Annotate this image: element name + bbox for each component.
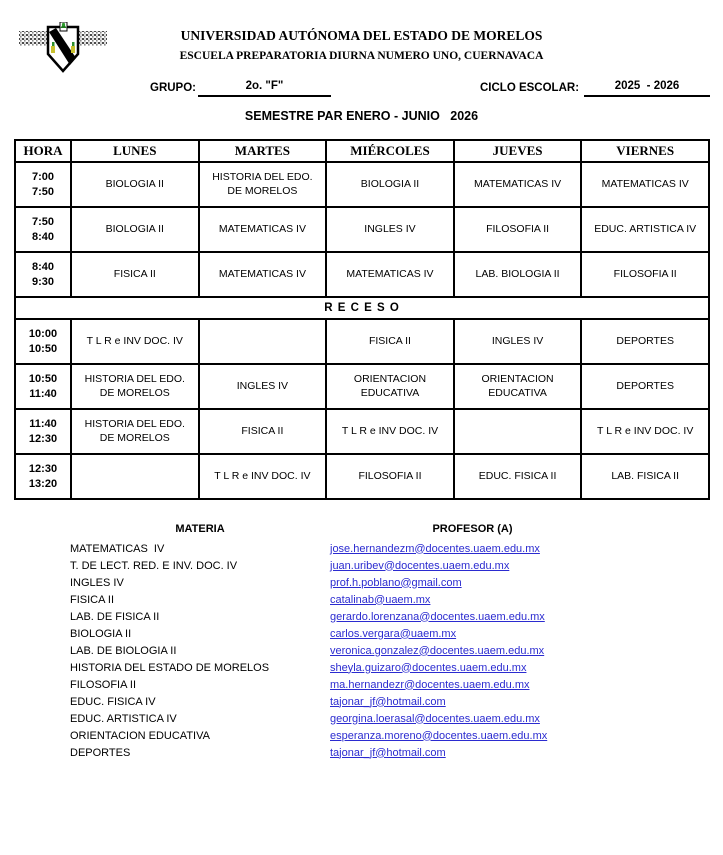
time-value: 12:30 (28, 462, 58, 475)
time-value: 7:50 (31, 215, 55, 228)
grupo-label: GRUPO: (150, 82, 196, 94)
class-cell: INGLES IV (199, 364, 327, 409)
directory-row (70, 727, 650, 744)
class-cell: FILOSOFIA II (326, 454, 454, 499)
directory-row (70, 693, 650, 710)
day-column-header: JUEVES (454, 140, 582, 162)
professor-email-link[interactable]: catalinab@uaem.mx (330, 593, 431, 606)
hora-column-header: HORA (15, 140, 71, 162)
professor-email-cell (330, 713, 650, 725)
ciclo-escolar-value: 2025 - 2026 (584, 80, 710, 97)
class-cell: T L R e INV DOC. IV (326, 409, 454, 454)
directory-row (70, 710, 650, 727)
time-value: 10:50 (28, 342, 58, 355)
class-cell: ORIENTACION EDUCATIVA (326, 364, 454, 409)
professor-email-cell (330, 611, 650, 623)
professor-email-cell (330, 679, 650, 691)
class-cell: MATEMATICAS IV (581, 162, 709, 207)
class-cell: MATEMATICAS IV (199, 252, 327, 297)
class-cell: BIOLOGIA II (71, 162, 199, 207)
professor-email-cell (330, 628, 650, 640)
class-cell: DEPORTES (581, 319, 709, 364)
professor-email-cell (330, 645, 650, 657)
materia-name: LAB. DE BIOLOGIA II (70, 644, 177, 657)
schedule-row (15, 409, 709, 454)
materia-name: MATEMATICAS IV (70, 542, 165, 555)
day-column-header: MIÉRCOLES (326, 140, 454, 162)
class-cell: DEPORTES (581, 364, 709, 409)
professor-email-link[interactable]: juan.uribev@docentes.uaem.edu.mx (330, 559, 510, 572)
class-cell: T L R e INV DOC. IV (581, 409, 709, 454)
time-value: 7:50 (31, 185, 55, 198)
materia-name: HISTORIA DEL ESTADO DE MORELOS (70, 661, 270, 674)
directory-row (70, 744, 650, 761)
materia-name: FILOSOFIA II (70, 678, 137, 691)
grupo-value: 2o. "F" (198, 80, 331, 97)
class-cell: LAB. BIOLOGIA II (454, 252, 582, 297)
time-value: 11:40 (29, 387, 57, 400)
class-cell: EDUC. FISICA II (454, 454, 582, 499)
materia-name: FISICA II (70, 593, 115, 606)
professor-email-cell (330, 696, 650, 708)
time-value: 9:30 (31, 275, 55, 288)
class-cell: MATEMATICAS IV (454, 162, 582, 207)
schedule-table (14, 139, 710, 500)
directory-row (70, 540, 650, 557)
time-cell (15, 364, 71, 409)
time-value: 10:00 (28, 327, 58, 340)
professor-email-link[interactable]: sheyla.guizaro@docentes.uaem.edu.mx (330, 661, 527, 674)
directory-headers (70, 523, 650, 535)
day-column-header: VIERNES (581, 140, 709, 162)
professor-email-link[interactable]: carlos.vergara@uaem.mx (330, 627, 457, 640)
schedule-row (15, 252, 709, 297)
school-title: ESCUELA PREPARATORIA DIURNA NUMERO UNO, CUERNAVACA (179, 50, 544, 62)
professor-email-link[interactable]: prof.h.poblano@gmail.com (330, 576, 462, 589)
class-cell: T L R e INV DOC. IV (71, 319, 199, 364)
class-cell: EDUC. ARTISTICA IV (581, 207, 709, 252)
professor-email-cell (330, 747, 650, 759)
professor-email-link[interactable]: jose.hernandezm@docentes.uaem.edu.mx (330, 542, 540, 555)
professor-email-link[interactable]: tajonar_jf@hotmail.com (330, 746, 446, 759)
directory-row (70, 608, 650, 625)
time-value: 7:00 (31, 170, 55, 183)
directory-row (70, 625, 650, 642)
professor-email-link[interactable]: tajonar_jf@hotmail.com (330, 695, 446, 708)
professor-email-link[interactable]: esperanza.moreno@docentes.uaem.edu.mx (330, 729, 548, 742)
time-value: 8:40 (31, 230, 55, 243)
materia-name: LAB. DE FISICA II (70, 610, 160, 623)
time-cell (15, 409, 71, 454)
professor-email-link[interactable]: gerardo.lorenzana@docentes.uaem.edu.mx (330, 610, 545, 623)
empty-cell (454, 409, 582, 454)
directory-row (70, 574, 650, 591)
professor-email-link[interactable]: georgina.loerasal@docentes.uaem.edu.mx (330, 712, 540, 725)
professor-email-cell (330, 730, 650, 742)
schedule-row (15, 319, 709, 364)
materia-name: BIOLOGIA II (70, 627, 132, 640)
time-value: 10:50 (28, 372, 58, 385)
directory-row (70, 659, 650, 676)
class-cell: FILOSOFIA II (581, 252, 709, 297)
receso-row (15, 297, 709, 319)
class-cell: ORIENTACION EDUCATIVA (454, 364, 582, 409)
class-cell: HISTORIA DEL EDO. DE MORELOS (199, 162, 327, 207)
schedule-header-row (15, 140, 709, 162)
class-cell: FISICA II (199, 409, 327, 454)
class-cell: INGLES IV (326, 207, 454, 252)
class-cell: LAB. FISICA II (581, 454, 709, 499)
professor-email-link[interactable]: veronica.gonzalez@docentes.uaem.edu.mx (330, 644, 545, 657)
professor-email-cell (330, 662, 650, 674)
subject-professor-directory (70, 523, 650, 761)
time-value: 12:30 (28, 432, 58, 445)
class-cell: FISICA II (71, 252, 199, 297)
ciclo-escolar-label: CICLO ESCOLAR: (480, 82, 580, 94)
schedule-row (15, 162, 709, 207)
professor-email-cell (330, 594, 650, 606)
empty-cell (71, 454, 199, 499)
time-value: 11:40 (29, 417, 57, 430)
time-value: 8:40 (31, 260, 55, 273)
class-cell: T L R e INV DOC. IV (199, 454, 327, 499)
class-cell: BIOLOGIA II (71, 207, 199, 252)
directory-row (70, 676, 650, 693)
time-value: 13:20 (28, 477, 58, 490)
directory-row (70, 591, 650, 608)
class-cell: MATEMATICAS IV (199, 207, 327, 252)
empty-cell (199, 319, 327, 364)
time-cell (15, 162, 71, 207)
materia-name: DEPORTES (70, 746, 131, 759)
receso-label: R E C E S O (15, 297, 709, 319)
time-cell (15, 252, 71, 297)
professor-email-cell (330, 577, 650, 589)
class-cell: FISICA II (326, 319, 454, 364)
schedule-row (15, 454, 709, 499)
time-cell (15, 207, 71, 252)
class-cell: INGLES IV (454, 319, 582, 364)
materia-name: INGLES IV (70, 576, 124, 589)
professor-email-cell (330, 543, 650, 555)
professor-email-cell (330, 560, 650, 572)
materia-name: EDUC. ARTISTICA IV (70, 712, 177, 725)
class-cell: MATEMATICAS IV (326, 252, 454, 297)
class-cell: HISTORIA DEL EDO. DE MORELOS (71, 409, 199, 454)
materia-name: ORIENTACION EDUCATIVA (70, 729, 210, 742)
class-cell: BIOLOGIA II (326, 162, 454, 207)
materia-header: MATERIA (175, 523, 225, 535)
professor-email-link[interactable]: ma.hernandezr@docentes.uaem.edu.mx (330, 678, 530, 691)
day-column-header: MARTES (199, 140, 327, 162)
materia-name: T. DE LECT. RED. E INV. DOC. IV (70, 559, 238, 572)
day-column-header: LUNES (71, 140, 199, 162)
directory-row (70, 557, 650, 574)
directory-row (70, 642, 650, 659)
profesor-header: PROFESOR (A) (432, 523, 513, 535)
time-cell (15, 319, 71, 364)
materia-name: EDUC. FISICA IV (70, 695, 156, 708)
class-cell: FILOSOFIA II (454, 207, 582, 252)
schedule-row (15, 364, 709, 409)
schedule-row (15, 207, 709, 252)
class-cell: HISTORIA DEL EDO. DE MORELOS (71, 364, 199, 409)
university-title: UNIVERSIDAD AUTÓNOMA DEL ESTADO DE MORELOS (180, 28, 543, 43)
semester-title: SEMESTRE PAR ENERO - JUNIO 2026 (244, 109, 479, 123)
time-cell (15, 454, 71, 499)
